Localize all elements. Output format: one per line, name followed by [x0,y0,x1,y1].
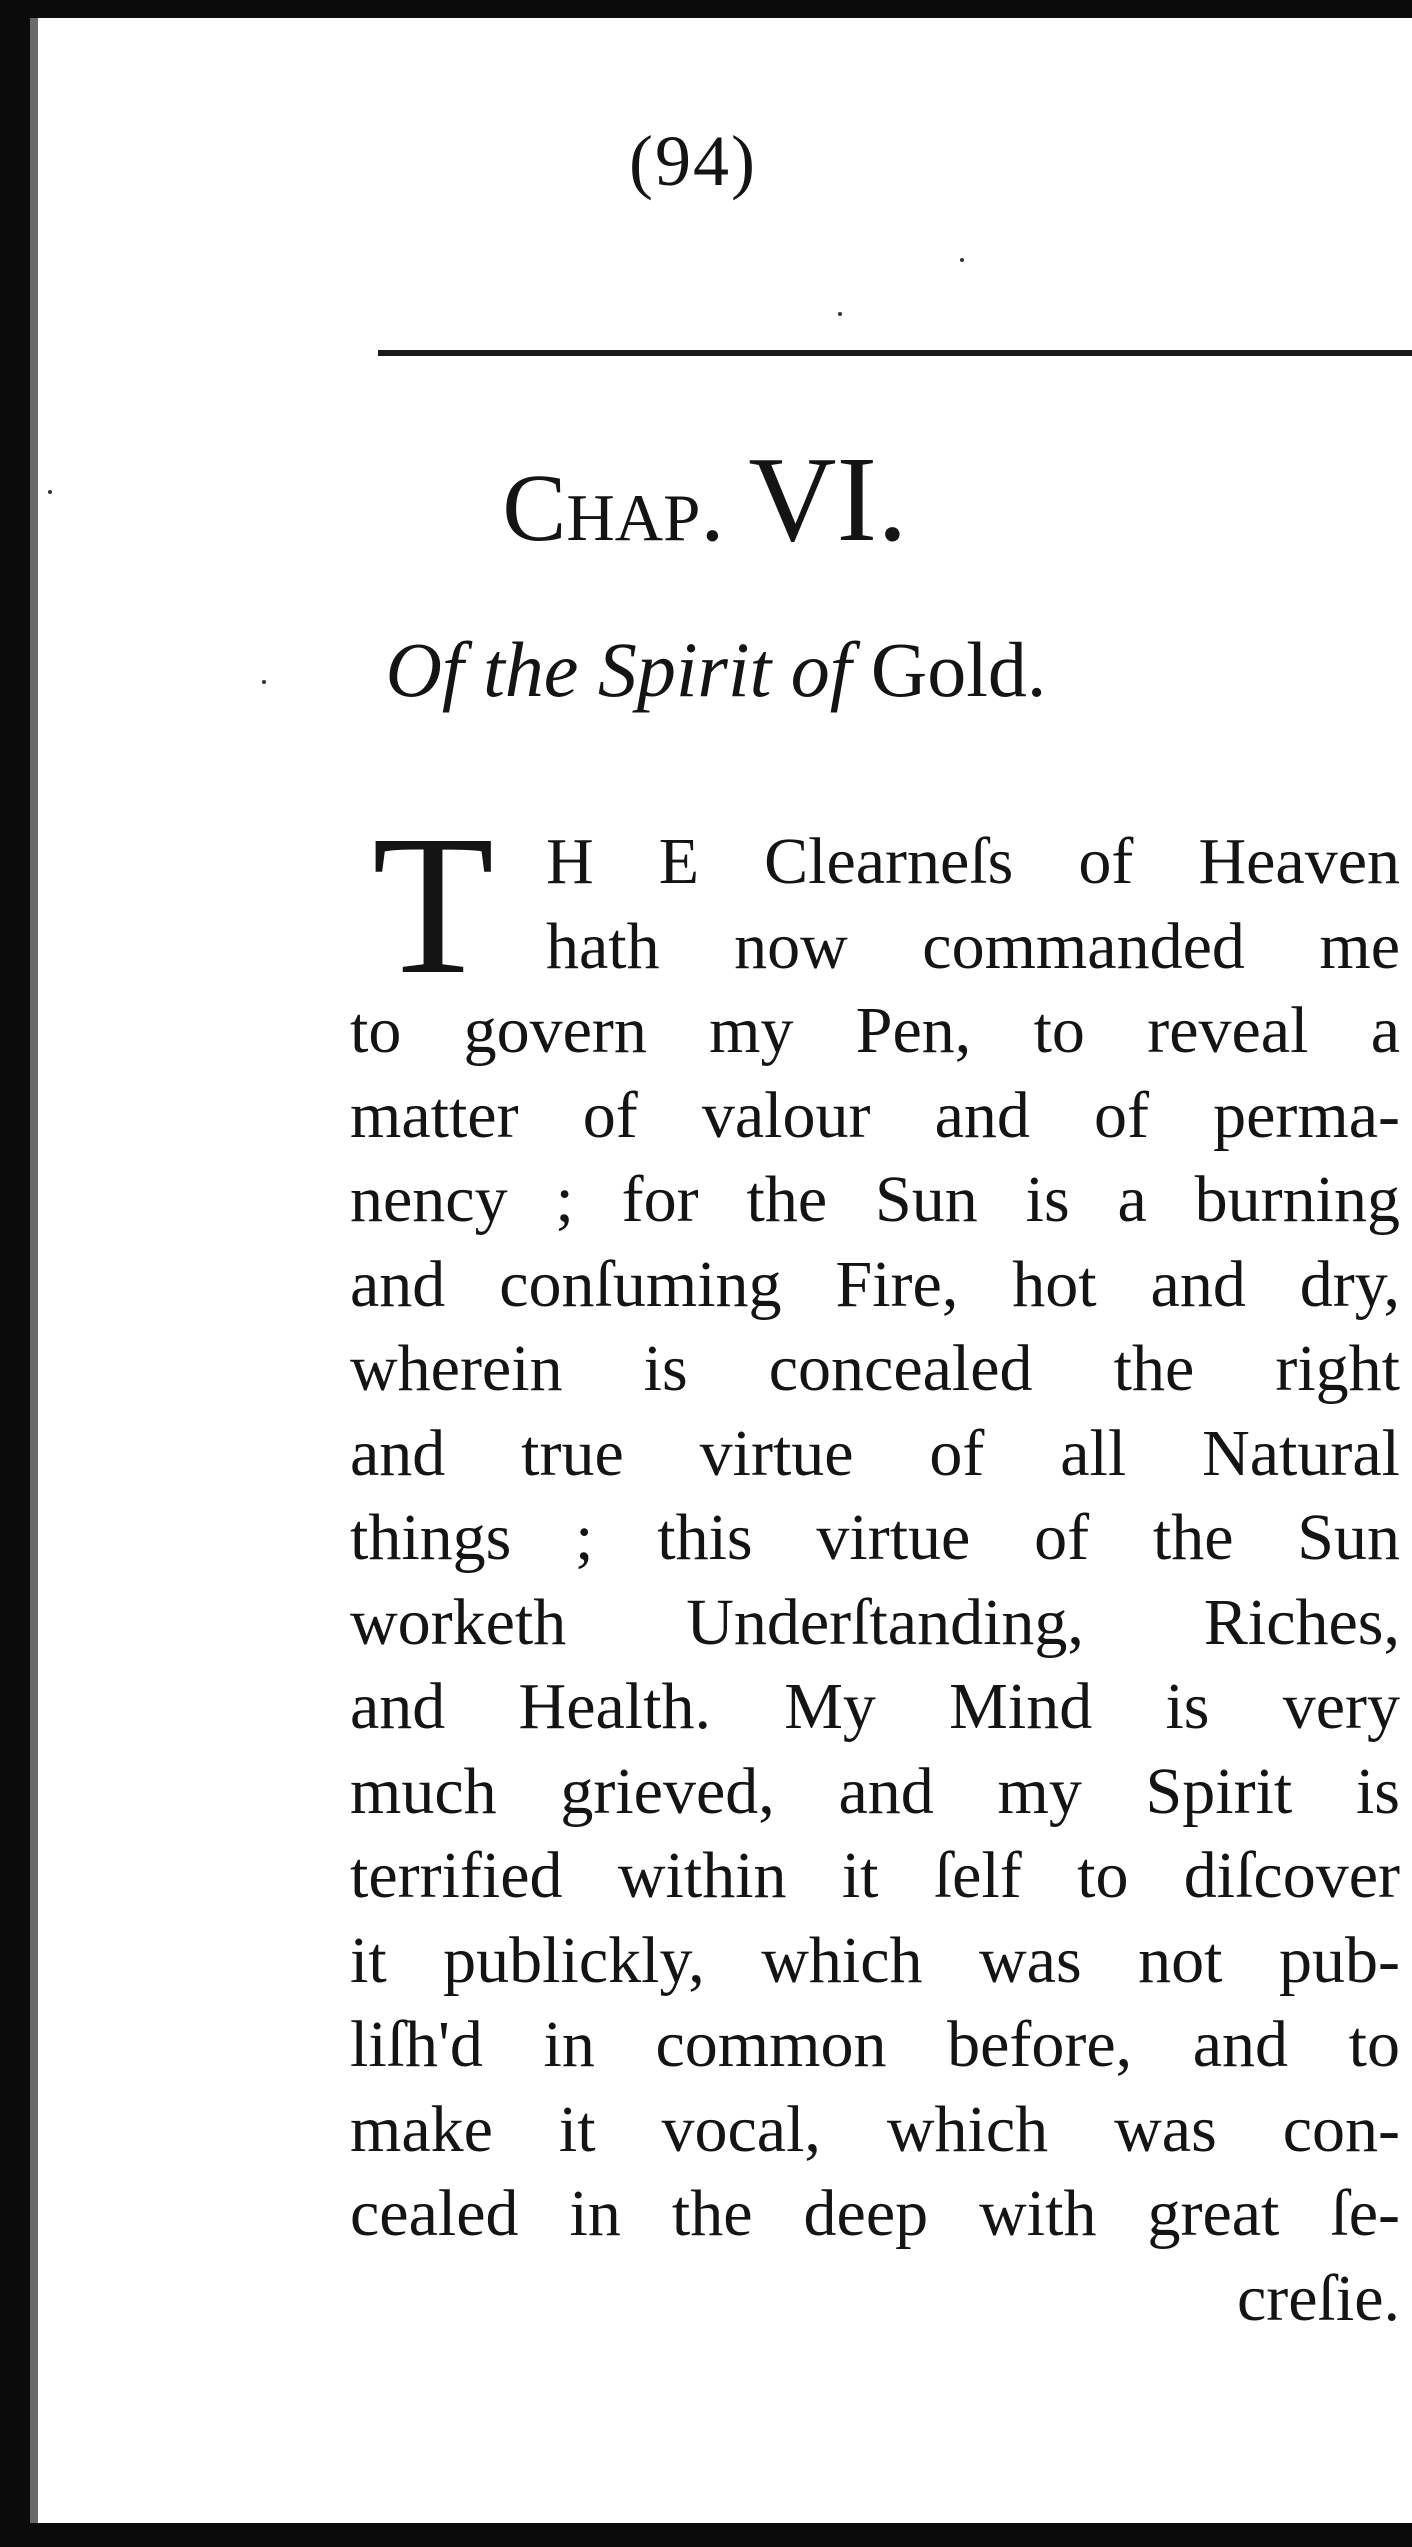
text-line: it publickly, which was not pub- [350,1923,1400,1997]
chapter-numeral: VI. [748,432,908,567]
text-line: things ; this virtue of the Sun [350,1501,1400,1574]
page-number: (94) [629,121,757,201]
scan-border-bottom [0,2523,1412,2547]
header-rule [378,350,1412,356]
text-line: wherein is concealed the right [350,1332,1400,1405]
subtitle-italic: Of the Spirit of [385,626,852,713]
text-line: and Health. My Mind is very [350,1670,1400,1743]
text-line: hath now commanded me [546,909,1400,983]
text-line: nency ; for the Sun is a burning [350,1163,1400,1236]
scan-border-left-shadow [30,18,38,2523]
text-line: creſie. [1236,2261,1400,2335]
scan-border-top [0,0,1412,18]
ink-speck [960,258,964,262]
subtitle-roman: Gold. [870,626,1047,713]
chapter-heading [0,430,1411,570]
text-line: to govern my Pen, to reveal a [350,994,1400,1067]
text-line: H E Clearneſs of Heaven [546,825,1400,898]
scan-border-left [0,0,30,2547]
text-line: and conſuming Fire, hot and dry, [350,1247,1400,1321]
chapter-label: Chap. [502,454,725,561]
text-line: make it vocal, which was con- [350,2092,1400,2166]
ink-speck [838,312,842,316]
chapter-subtitle [10,625,1412,715]
text-line: cealed in the deep with great ſe- [350,2177,1400,2250]
text-line: liſh'd in common before, and to [350,2008,1400,2081]
body-text [350,795,1400,2341]
drop-cap: T [372,795,495,1016]
text-line: much grieved, and my Spirit is [350,1754,1400,1828]
text-line: worketh Underſtanding, Riches, [350,1585,1400,1659]
text-line: terrified within it ſelf to diſcover [350,1839,1400,1912]
text-line: and true virtue of all Natural [350,1416,1400,1490]
text-line: matter of valour and of perma- [350,1078,1400,1152]
